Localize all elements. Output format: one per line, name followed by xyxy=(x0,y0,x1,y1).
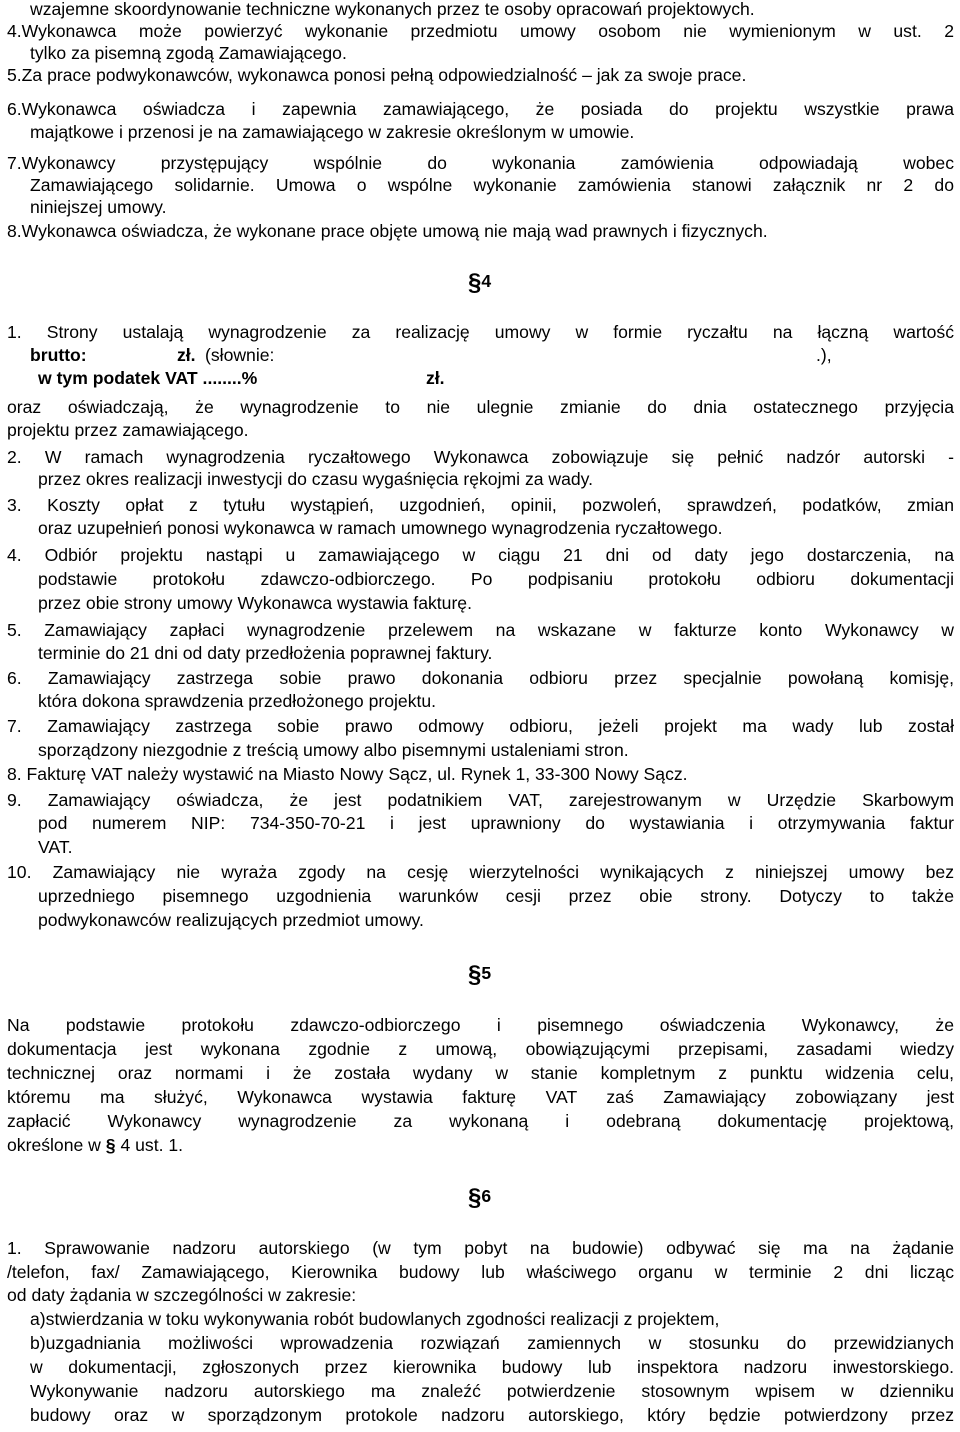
text-line: /telefon, fax/ Zamawiającego, Kierownika budowy lub właściwego organu w terminie 2 dni licząc xyxy=(7,1262,954,1282)
section-heading-4 xyxy=(468,269,492,296)
section-number: 5 xyxy=(481,963,492,983)
currency-label: zł. xyxy=(426,368,445,388)
text-line: w dokumentacji, zgłoszonych przez kierownika budowy lub inspektora nadzoru inwestorskiego. xyxy=(30,1357,954,1377)
text-line: 6. Zamawiający zastrzega sobie prawo dokonania odbioru przez specjalnie powołaną komisję, xyxy=(7,668,954,688)
text-line: dokumentacja jest wykonana zgodnie z umową, obowiązującymi przepisami, zasadami wiedzy xyxy=(7,1039,954,1059)
section-symbol: § xyxy=(468,269,482,296)
section-number: 6 xyxy=(481,1186,492,1206)
text-line xyxy=(7,1135,907,1156)
text-line: niniejszej umowy. xyxy=(30,197,167,217)
text-line: a)stwierdzania w toku wykonywania robót budowlanych zgodności realizacji z projektem, xyxy=(30,1309,720,1329)
text-line: VAT. xyxy=(38,837,73,857)
text-line: podstawie protokołu zdawczo-odbiorczego. Po podpisaniu protokołu odbioru dokumentacji xyxy=(38,569,954,589)
text-line: pod numerem NIP: 734-350-70-21 i jest uprawniony do wystawiania i otrzymywania faktur xyxy=(38,813,954,833)
text-line: 1. Strony ustalają wynagrodzenie za realizację umowy w formie ryczałtu na łączną wartość xyxy=(7,322,954,342)
section-heading-5 xyxy=(468,961,492,988)
brutto-line xyxy=(30,345,930,366)
text-line: 4. Odbiór projektu nastąpi u zamawiającego w ciągu 21 dni od daty jego dostarczenia, na xyxy=(7,545,954,565)
text-line: wzajemne skoordynowanie techniczne wykonanych przez te osoby opracowań projektowych. xyxy=(30,0,755,19)
text-line: uprzedniego pisemnego uzgodnienia warunków cesji przez obie strony. Dotyczy to także xyxy=(38,886,954,906)
text-line: 3. Koszty opłat z tytułu wystąpień, uzgodnień, opinii, pozwoleń, sprawdzeń, podatków, zmian xyxy=(7,495,954,515)
amount-in-words-end: .), xyxy=(816,345,832,365)
text-line: terminie do 21 dni od daty przedłożenia poprawnej faktury. xyxy=(38,643,493,663)
text-line: Zamawiającego solidarnie. Umowa o wspólne wykonanie zamówienia stanowi załącznik nr 2 do xyxy=(30,175,954,195)
text-line: majątkowe i przenosi je na zamawiającego w zakresie określonym w umowie. xyxy=(30,122,635,142)
text-line: oraz uzupełnień ponosi wykonawca w ramach umownego wynagrodzenia ryczałtowego. xyxy=(38,518,723,538)
text-line: 10. Zamawiający nie wyraża zgody na cesję wierzytelności wynikających z niniejszej umowy bez xyxy=(7,862,954,882)
vat-line xyxy=(38,368,938,389)
text-line: tylko za pisemną zgodą Zamawiającego. xyxy=(30,43,347,63)
text-line: 7. Zamawiający zastrzega sobie prawo odmowy odbioru, jeżeli projekt ma wady lub został xyxy=(7,716,954,736)
brutto-label: brutto: xyxy=(30,345,87,365)
section-number: 4 xyxy=(481,271,492,291)
section-symbol: § xyxy=(468,961,482,988)
text-line: 5.Za prace podwykonawców, wykonawca ponosi pełną odpowiedzialność – jak za swoje prace. xyxy=(7,65,747,85)
text-line: 9. Zamawiający oświadcza, że jest podatnikiem VAT, zarejestrowanym w Urzędzie Skarbowym xyxy=(7,790,954,810)
text-line: Na podstawie protokołu zdawczo-odbiorczego i pisemnego oświadczenia Wykonawcy, że xyxy=(7,1015,954,1035)
currency-label: zł. xyxy=(177,345,196,365)
text-line: 6.Wykonawca oświadcza i zapewnia zamawiającego, że posiada do projektu wszystkie prawa xyxy=(7,99,954,119)
section-heading-6 xyxy=(468,1184,492,1211)
text-line: podwykonawców realizujących przedmiot umowy. xyxy=(38,910,424,930)
text-line: która dokona sprawdzenia przedłożonego projektu. xyxy=(38,691,437,711)
text-line: któremu ma służyć, Wykonawca wystawia fakturę VAT zaś Zamawiający zobowiązany jest xyxy=(7,1087,954,1107)
text-line: budowy oraz w sporządzonym protokole nadzoru autorskiego, który będzie potwierdzony przez xyxy=(30,1405,954,1425)
text-fragment: określone w xyxy=(7,1135,101,1155)
text-line: 4.Wykonawca może powierzyć wykonanie przedmiotu umowy osobom nie wymienionym w ust. 2 xyxy=(7,21,954,41)
text-line: sporządzony niezgodnie z treścią umowy albo pisemnymi ustaleniami stron. xyxy=(38,740,629,760)
text-line: 7.Wykonawcy przystępujący wspólnie do wykonania zamówienia odpowiadają wobec xyxy=(7,153,954,173)
text-line: 8. Fakturę VAT należy wystawić na Miasto Nowy Sącz, ul. Rynek 1, 33-300 Nowy Sącz. xyxy=(7,764,688,784)
text-line: 8.Wykonawca oświadcza, że wykonane prace objęte umową nie mają wad prawnych i fizycznych. xyxy=(7,221,768,241)
text-line: 1. Sprawowanie nadzoru autorskiego (w tym pobyt na budowie) odbywać się ma na żądanie xyxy=(7,1238,954,1258)
text-line: Wykonywanie nadzoru autorskiego ma znaleźć potwierdzenie stosownym wpisem w dzienniku xyxy=(30,1381,954,1401)
amount-in-words-label: (słownie: xyxy=(205,345,275,365)
text-line: technicznej oraz normami i że została wydany w stanie kompletnym z punktu widzenia celu, xyxy=(7,1063,954,1083)
text-fragment: 4 ust. 1. xyxy=(120,1135,184,1155)
text-line: 5. Zamawiający zapłaci wynagrodzenie przelewem na wskazane w fakturze konto Wykonawcy w xyxy=(7,620,954,640)
text-line: od daty żądania w szczególności w zakresie: xyxy=(7,1285,357,1305)
text-line: 2. W ramach wynagrodzenia ryczałtowego Wykonawca zobowiązuje się pełnić nadzór autorski - xyxy=(7,447,954,467)
text-line: b)uzgadniania możliwości wprowadzenia rozwiązań zamiennych w stosunku do przewidzianych xyxy=(30,1333,954,1353)
text-line: projektu przez zamawiającego. xyxy=(7,420,249,440)
text-line: zapłacić Wykonawcy wynagrodzenie za wykonaną i odebraną dokumentację projektową, xyxy=(7,1111,954,1131)
vat-label: w tym podatek VAT ........% xyxy=(38,368,258,388)
text-line: oraz oświadczają, że wynagrodzenie to nie ulegnie zmianie do dnia ostatecznego przyjęcia xyxy=(7,397,954,417)
text-line: przez okres realizacji inwestycji do czasu wygaśnięcia rękojmi za wady. xyxy=(38,469,594,489)
section-symbol: § xyxy=(105,1135,116,1155)
section-symbol: § xyxy=(468,1184,482,1211)
text-line: przez obie strony umowy Wykonawca wystawia fakturę. xyxy=(38,593,472,613)
